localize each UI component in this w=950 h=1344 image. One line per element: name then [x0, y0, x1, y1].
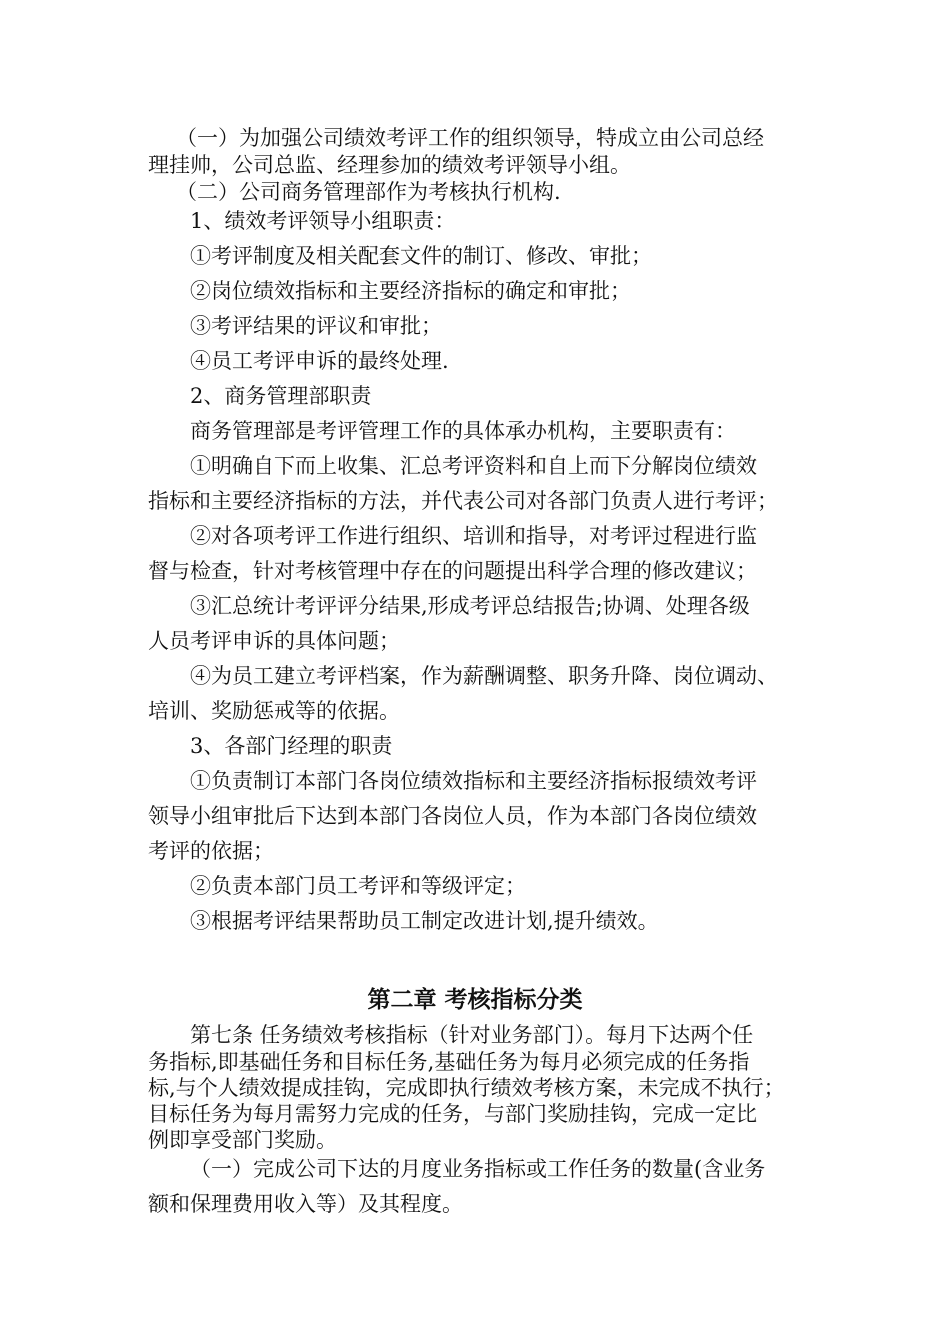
leader-group-title: 1、绩效考评领导小组职责：: [190, 209, 456, 233]
dept-manager-item-1-line-2: 领导小组审批后下达到本部门各岗位人员，作为本部门各岗位绩效: [148, 804, 757, 828]
business-dept-item-4-line-1: ④为员工建立考评档案，作为薪酬调整、职务升降、岗位调动、: [190, 664, 778, 688]
leader-group-item-1: ①考评制度及相关配套文件的制订、修改、审批；: [190, 244, 652, 268]
leader-group-item-3: ③考评结果的评议和审批；: [190, 314, 442, 338]
business-dept-item-3-line-1: ③汇总统计考评评分结果,形成考评总结报告;协调、处理各级: [190, 594, 750, 618]
paragraph-two-line-1: （二）公司商务管理部作为考核执行机构.: [176, 180, 561, 204]
business-dept-intro: 商务管理部是考评管理工作的具体承办机构，主要职责有：: [190, 419, 736, 443]
article-seven-line-2: 务指标,即基础任务和目标任务,基础任务为每月必须完成的任务指: [148, 1050, 750, 1074]
chapter-heading: 第二章 考核指标分类: [367, 986, 583, 1013]
business-dept-item-3-line-2: 人员考评申诉的具体问题；: [148, 629, 400, 653]
paragraph-one-line-2: 理挂帅，公司总监、经理参加的绩效考评领导小组。: [148, 153, 631, 177]
article-seven-line-5: 例即享受部门奖励。: [148, 1128, 337, 1152]
dept-manager-title: 3、各部门经理的职责: [190, 734, 393, 758]
business-dept-item-2-line-1: ②对各项考评工作进行组织、培训和指导，对考评过程进行监: [190, 524, 757, 548]
business-dept-item-1-line-2: 指标和主要经济指标的方法，并代表公司对各部门负责人进行考评；: [148, 489, 778, 513]
dept-manager-item-1-line-3: 考评的依据；: [148, 839, 274, 863]
chapter-paragraph-one-line-2: 额和保理费用收入等）及其程度。: [148, 1192, 463, 1216]
business-dept-item-2-line-2: 督与检查，针对考核管理中存在的问题提出科学合理的修改建议；: [148, 559, 757, 583]
business-dept-item-4-line-2: 培训、奖励惩戒等的依据。: [148, 699, 400, 723]
paragraph-one-line-1: （一）为加强公司绩效考评工作的组织领导，特成立由公司总经: [176, 126, 764, 150]
article-seven-line-4: 目标任务为每月需努力完成的任务，与部门奖励挂钩，完成一定比: [148, 1102, 757, 1126]
article-seven-line-1: 第七条 任务绩效考核指标（针对业务部门）。每月下达两个任: [190, 1023, 754, 1047]
chapter-paragraph-one-line-1: （一）完成公司下达的月度业务指标或工作任务的数量(含业务: [190, 1157, 766, 1181]
business-dept-title: 2、商务管理部职责: [190, 384, 372, 408]
dept-manager-item-1-line-1: ①负责制订本部门各岗位绩效指标和主要经济指标报绩效考评: [190, 769, 757, 793]
business-dept-item-1-line-1: ①明确自下而上收集、汇总考评资料和自上而下分解岗位绩效: [190, 454, 757, 478]
leader-group-item-2: ②岗位绩效指标和主要经济指标的确定和审批；: [190, 279, 631, 303]
dept-manager-item-2: ②负责本部门员工考评和等级评定；: [190, 874, 526, 898]
article-seven-line-3: 标,与个人绩效提成挂钩，完成即执行绩效考核方案，未完成不执行；: [148, 1076, 785, 1100]
leader-group-item-4: ④员工考评申诉的最终处理.: [190, 349, 449, 373]
dept-manager-item-3: ③根据考评结果帮助员工制定改进计划,提升绩效。: [190, 909, 659, 933]
